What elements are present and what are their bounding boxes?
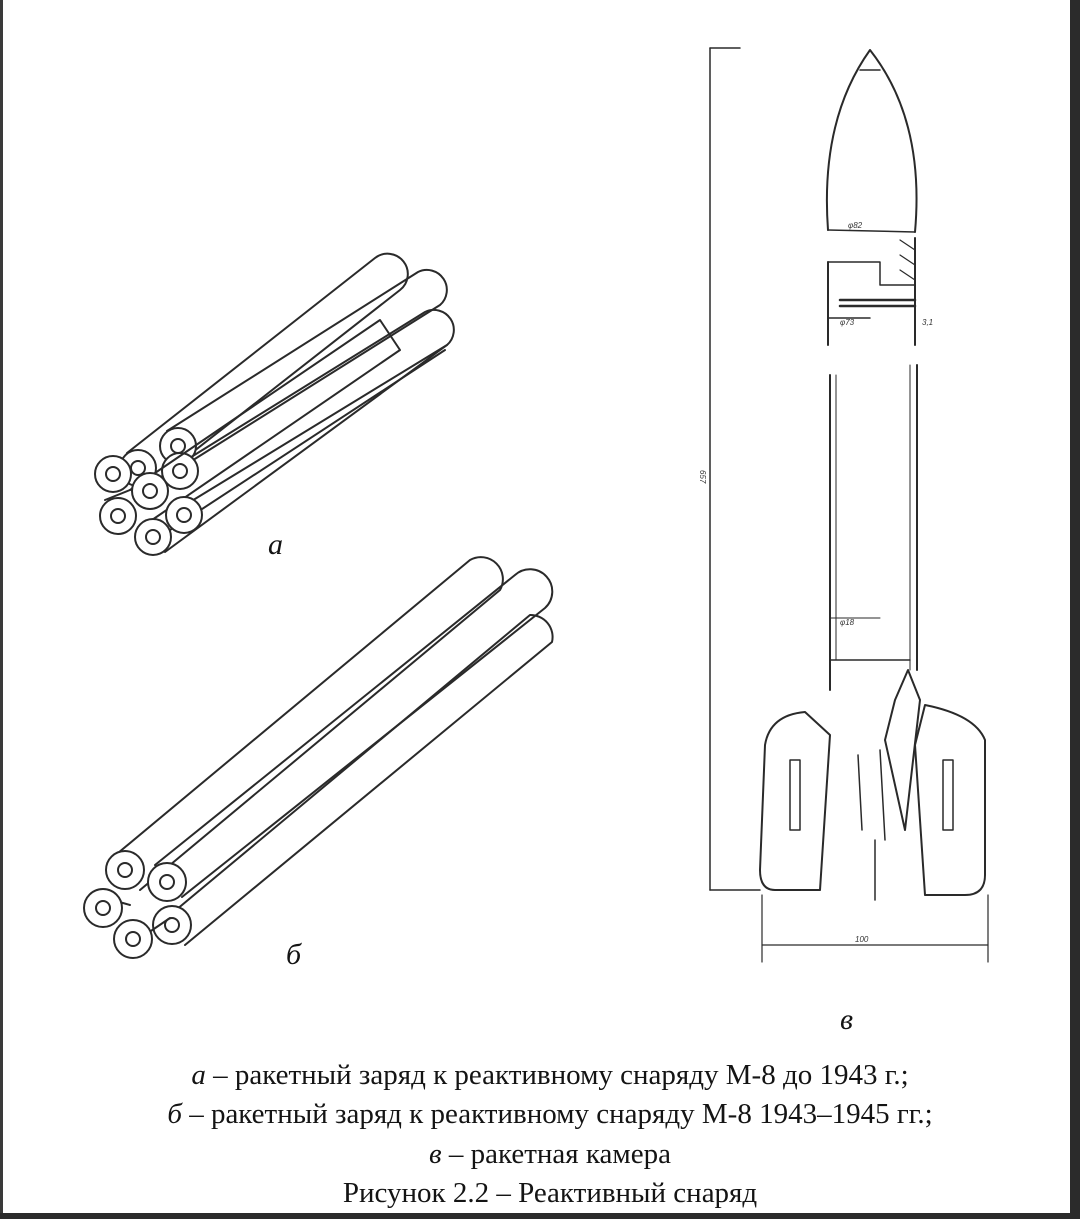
caption-letter: б bbox=[167, 1098, 182, 1130]
grain-bundle-short bbox=[95, 254, 454, 555]
caption-letter: в bbox=[429, 1138, 442, 1170]
dimension-label: 3,1 bbox=[922, 318, 934, 327]
figure-label-b: б bbox=[286, 938, 302, 971]
grain-tube bbox=[106, 557, 503, 890]
grain-tube bbox=[148, 569, 552, 901]
grain-tube bbox=[100, 498, 136, 534]
rocket-chamber bbox=[698, 48, 988, 962]
grain-tube bbox=[84, 889, 130, 927]
dimension-label: φ82 bbox=[848, 221, 863, 230]
dimension-label: 100 bbox=[855, 935, 869, 944]
caption-line-2 bbox=[30, 1096, 1070, 1133]
caption-letter: а bbox=[191, 1059, 206, 1091]
grain-tube bbox=[95, 456, 131, 500]
dimension-label: 657 bbox=[698, 470, 707, 484]
caption-text: – ракетная камера bbox=[441, 1138, 671, 1170]
figure-label-a: а bbox=[268, 528, 283, 561]
dimension-label: φ18 bbox=[840, 618, 855, 627]
grain-tube bbox=[153, 615, 553, 945]
figure-label-c: в bbox=[840, 1003, 854, 1036]
grain-bundle-long bbox=[84, 557, 553, 958]
figure-title: Рисунок 2.2 – Реактивный снаряд bbox=[342, 1177, 758, 1209]
caption-text: – ракетный заряд к реактивному снаряду М-8 до 1943 г.; bbox=[205, 1059, 909, 1091]
caption-line-3 bbox=[30, 1136, 1070, 1173]
caption-line-1 bbox=[30, 1057, 1070, 1094]
fin-left bbox=[760, 712, 830, 890]
fin-right bbox=[915, 705, 985, 895]
grain-tube bbox=[160, 270, 447, 464]
caption-text: – ракетный заряд к реактивному снаряду М-8 1943–1945 гг.; bbox=[181, 1098, 933, 1130]
dimension-label: φ73 bbox=[840, 318, 855, 327]
